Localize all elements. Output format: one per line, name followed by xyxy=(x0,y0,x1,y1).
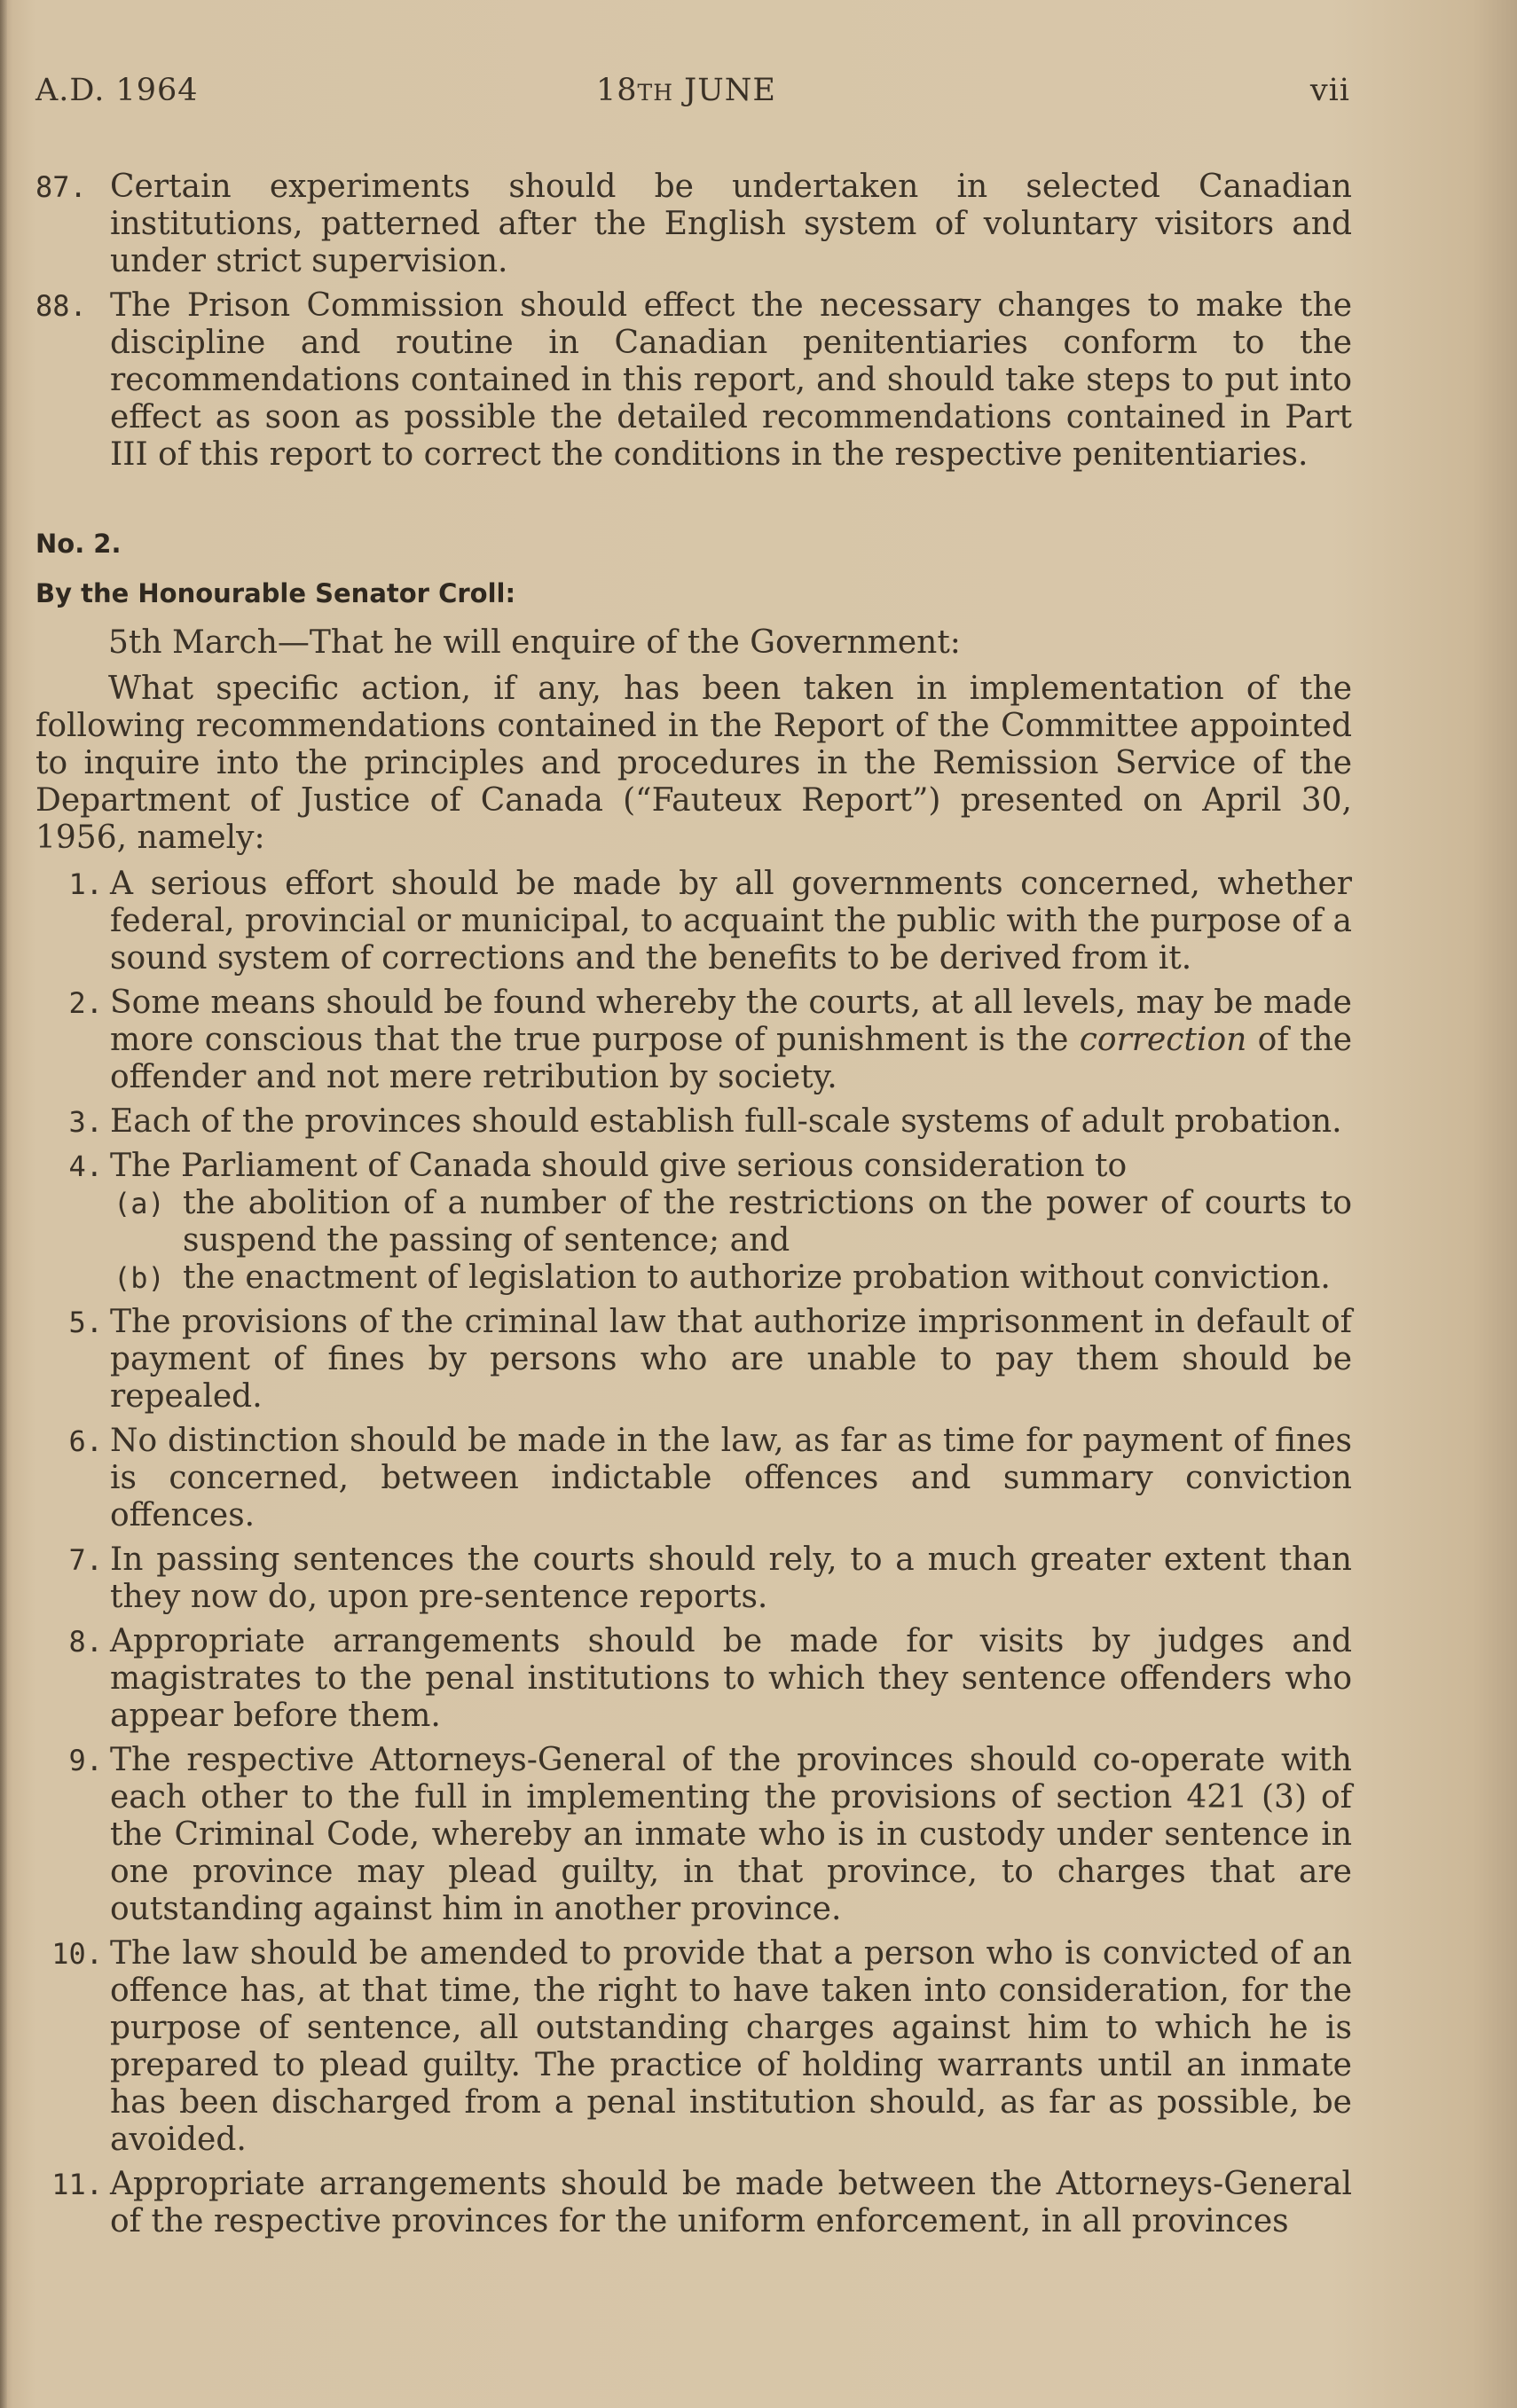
item-number: 5. xyxy=(68,1306,103,1339)
list-item xyxy=(35,2166,1352,2240)
list-item xyxy=(35,984,1352,1096)
item-number: 2. xyxy=(68,986,103,1020)
item-number: 8. xyxy=(68,1625,103,1659)
list-item xyxy=(35,1304,1352,1416)
sub-item-label: (b) xyxy=(114,1261,165,1295)
list-item xyxy=(35,1423,1352,1534)
list-item xyxy=(35,1935,1352,2159)
item-number: 9. xyxy=(68,1744,103,1777)
list-item xyxy=(35,1623,1352,1735)
motion-number: No. 2. xyxy=(35,529,122,559)
item-number: 3. xyxy=(68,1105,103,1139)
item-text: Appropriate arrangements should be made for visits by judges and magistrates to the penal institutions to which they sentence offenders who appear before them. xyxy=(110,1623,1352,1734)
item-text: The law should be amended to provide that a person who is convicted of an offence has, at that time, the right to have taken into consideration, for the purpose of sentence, all outstanding charges against him to which he is prepared to plead guilty. The practice of holding warrants until an inmate has been discharged from a penal institution should, as far as possible, be avoided. xyxy=(110,1935,1352,2158)
sub-item-a xyxy=(35,1185,1352,1259)
list-item xyxy=(35,1148,1352,1297)
item-text: The Prison Commission should effect the necessary changes to make the discipline and routine in Canadian penitentiaries conform to the recommendations contained in this report, and should take steps to put into effect as soon as possible the detailed recommendations contained in Part III of this report to correct the conditions in the respective penitentiaries. xyxy=(110,287,1352,473)
motion-mover: By the Honourable Senator Croll: xyxy=(35,578,516,608)
list-item xyxy=(35,1103,1352,1141)
item-text: No distinction should be made in the law, as far as time for payment of fines is concerned, between indictable offences and summary conviction offences. xyxy=(110,1423,1352,1533)
item-number: 10. xyxy=(51,1937,103,1971)
header-date-day: 18 xyxy=(596,73,638,108)
list-item xyxy=(35,287,1352,474)
sub-item-text: the abolition of a number of the restrictions on the power of courts to suspend the passing of sentence; and xyxy=(183,1185,1352,1259)
item-text: The provisions of the criminal law that authorize imprisonment in default of payment of fines by persons who are unable to pay them should be repealed. xyxy=(110,1304,1352,1415)
motion-question: What specific action, if any, has been taken in implementation of the following recommendations contained in the Report of the Committee appointed to inquire into the principles and procedures in the Remission Service of the Department of Justice of Canada (“Fauteux Report”) presented on April 30, 1956, namely: xyxy=(35,671,1352,856)
item-number: 1. xyxy=(68,867,103,901)
item-text: In passing sentences the courts should rely, to a much greater extent than they now do, upon pre-sentence reports. xyxy=(110,1541,1352,1615)
item-text: Appropriate arrangements should be made between the Attorneys-General of the respective provinces for the uniform enforcement, in all provinces xyxy=(110,2166,1352,2239)
list-item xyxy=(35,1742,1352,1928)
item-number: 88. xyxy=(35,289,87,323)
item-text: A serious effort should be made by all governments concerned, whether federal, provincial or municipal, to acquaint the public with the purpose of a sound system of corrections and the benefits to be derived from it. xyxy=(110,866,1352,977)
page-content xyxy=(35,169,1352,2247)
item-text-part: of the offender and not mere retribution by society. xyxy=(110,1022,1352,1095)
header-page-number: vii xyxy=(1309,73,1350,108)
header-date-month: JUNE xyxy=(684,73,776,108)
item-number: 11. xyxy=(51,2168,103,2201)
italic-term: correction xyxy=(1079,1022,1247,1058)
item-text: The respective Attorneys-General of the provinces should co-operate with each other to the full in implementing the provisions of section 421 (3) of the Criminal Code, whereby an inmate who is in custody under sentence in one province may plead guilty, in that province, to charges that are outstanding against him in another province. xyxy=(110,1742,1352,1927)
item-number: 87. xyxy=(35,170,87,204)
sub-item-label: (a) xyxy=(114,1187,165,1220)
running-header xyxy=(35,73,1350,112)
item-number: 7. xyxy=(68,1543,103,1577)
list-item xyxy=(35,1541,1352,1616)
item-number: 4. xyxy=(68,1149,103,1183)
page-binding-edge xyxy=(0,0,7,2408)
list-item xyxy=(35,866,1352,977)
item-text: The Parliament of Canada should give serious consideration to xyxy=(110,1148,1128,1184)
list-item xyxy=(35,169,1352,280)
motion-notice: 5th March—That he will enquire of the Government: xyxy=(108,624,961,661)
sub-item-text: the enactment of legislation to authorize probation without conviction. xyxy=(183,1259,1331,1296)
item-text xyxy=(110,984,1352,1095)
header-date-suffix: TH xyxy=(637,80,674,106)
item-number: 6. xyxy=(68,1424,103,1458)
item-text: Each of the provinces should establish full-scale systems of adult probation. xyxy=(110,1103,1342,1140)
item-text: Certain experiments should be undertaken in selected Canadian institutions, patterned after the English system of voluntary visitors and under strict supervision. xyxy=(110,169,1352,279)
header-year: A.D. 1964 xyxy=(35,73,199,108)
header-date xyxy=(596,73,776,108)
sub-item-b xyxy=(35,1259,1352,1297)
item-text-part: Some means should be found whereby the courts, at all levels, may be made more conscious that the true purpose of punishment is the xyxy=(110,984,1352,1058)
section-gap xyxy=(35,481,1352,516)
